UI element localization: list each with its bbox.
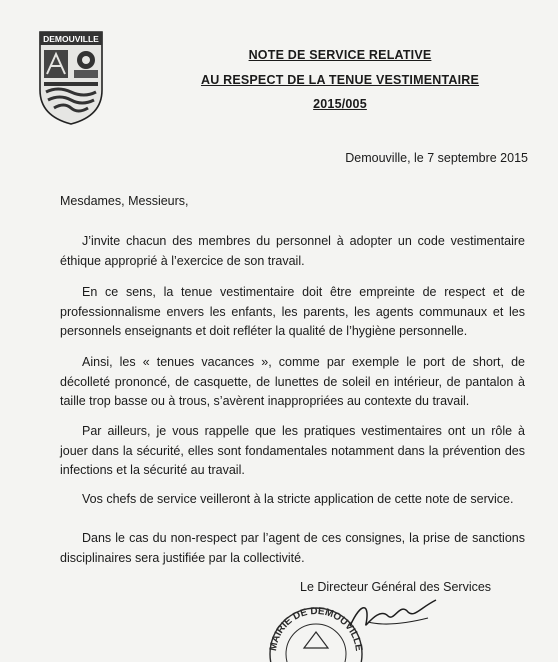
title-line-1: NOTE DE SERVICE RELATIVE bbox=[248, 48, 432, 62]
signatory-title: Le Directeur Général des Services bbox=[300, 580, 492, 594]
paragraph-4: Par ailleurs, je vous rappelle que les pratiques vestimentaires ont un rôle à jouer dans la sécurité, elles sont fondamentales notamment dans la prévention des infections et la sécurité au travail. bbox=[60, 424, 525, 477]
paragraph-1: J’invite chacun des membres du personnel à adopter un code vestimentaire éthique approprié à l’exercice de son travail. bbox=[60, 234, 525, 268]
paragraph-6: Dans le cas du non-respect par l’agent de ces consignes, la prise de sanctions disciplinaires sera justifiée par la collectivité. bbox=[60, 531, 525, 565]
crest-label: DEMOUVILLE bbox=[43, 34, 99, 44]
reference-number: 2015/005 bbox=[313, 97, 367, 111]
stamp-text: MAIRIE DE DEMOUVILLE bbox=[267, 605, 364, 652]
coat-of-arms-icon bbox=[38, 30, 104, 126]
title-line-2: AU RESPECT DE LA TENUE VESTIMENTAIRE bbox=[200, 73, 480, 87]
paragraph-5: Vos chefs de service veilleront à la stricte application de cette note de service. bbox=[82, 492, 514, 506]
paragraph-3: Ainsi, les « tenues vacances », comme par exemple le port de short, de décolleté prononcé, de casquette, de lunettes de soleil en intérieur, de pantalon à taille trop basse ou à trous, s’avèrent inappropriées au contexte du travail. bbox=[60, 355, 525, 408]
handwritten-signature bbox=[348, 596, 438, 630]
salutation: Mesdames, Messieurs, bbox=[60, 194, 189, 208]
paragraph-2: En ce sens, la tenue vestimentaire doit être empreinte de respect et de professionnalisme envers les enfants, les parents, les agents communaux et les personnels enseignants et doit refléter la qualité de l’hygiène personnelle. bbox=[60, 285, 525, 338]
dateline: Demouville, le 7 septembre 2015 bbox=[345, 151, 528, 165]
